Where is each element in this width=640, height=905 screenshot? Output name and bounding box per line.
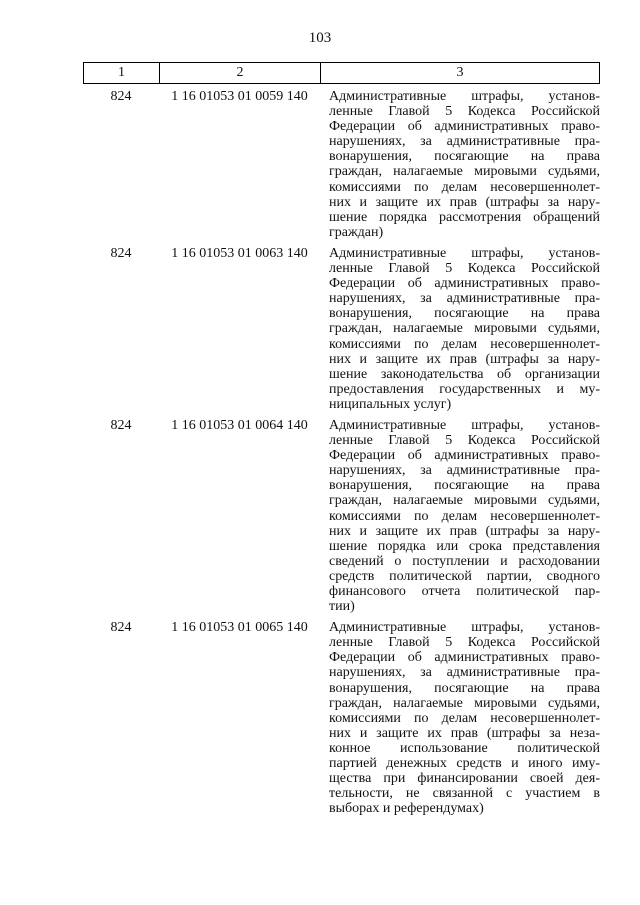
description-line: тии) — [329, 599, 355, 615]
revenue-description — [320, 89, 600, 240]
description-line: комиссиями по делам несовершеннолет- — [329, 710, 600, 726]
description-line: ленные Главой 5 Кодекса Российской — [329, 261, 600, 277]
description-line: граждан) — [329, 224, 384, 240]
description-line: тельности, не связанной с участием в — [329, 786, 600, 802]
description-line: нарушениях, за административные пра- — [329, 291, 600, 307]
admin-code: 824 — [110, 620, 132, 636]
description-line: вонарушения, посягающие на права — [329, 680, 600, 696]
description-line: финансового отчета политической пар- — [329, 584, 600, 599]
budget-classification-code: 1 16 01053 01 0063 140 — [171, 245, 308, 261]
description-line: ленные Главой 5 Кодекса Российской — [329, 433, 600, 449]
description-line: Федерации об административных право- — [329, 448, 600, 464]
admin-code: 824 — [110, 89, 132, 104]
description-line: них и защите их прав (штрафы за нару- — [329, 523, 600, 539]
description-line: вонарушения, посягающие на права — [329, 306, 600, 322]
budget-classification-code: 1 16 01053 01 0064 140 — [171, 417, 308, 433]
description-line: Административные штрафы, установ- — [329, 417, 600, 433]
revenue-description — [320, 418, 600, 614]
admin-code: 824 — [110, 417, 132, 433]
description-line: граждан, налагаемые мировыми судьями, — [329, 321, 600, 337]
description-line: нарушениях, за административные пра- — [329, 665, 600, 681]
table-row — [83, 418, 600, 614]
admin-code: 824 — [110, 245, 132, 261]
budget-classification-code: 1 16 01053 01 0065 140 — [171, 620, 308, 636]
revenue-description — [320, 246, 600, 412]
description-line: комиссиями по делам несовершеннолет- — [329, 508, 600, 524]
description-line: щества при финансировании своей дея- — [329, 771, 600, 787]
description-line: граждан, налагаемые мировыми судьями, — [329, 695, 600, 711]
column-header-1: 1 — [84, 63, 160, 83]
table-row — [83, 89, 600, 240]
description-line: вонарушения, посягающие на права — [329, 478, 600, 494]
description-line: конное использование политической — [329, 740, 600, 756]
table-row — [83, 246, 600, 412]
table-body — [83, 89, 600, 822]
revenue-description — [320, 620, 600, 816]
description-line: партией денежных средств и иного иму- — [329, 756, 600, 772]
description-line: нарушениях, за административные пра- — [329, 134, 600, 150]
description-line: Административные штрафы, установ- — [329, 89, 600, 104]
description-line: ленные Главой 5 Кодекса Российской — [329, 635, 600, 651]
description-line: них и защите их прав (штрафы за нару- — [329, 194, 600, 210]
description-line: шение порядка или срока представления — [329, 538, 600, 554]
budget-classification-code: 1 16 01053 01 0059 140 — [171, 89, 308, 104]
description-line: Федерации об административных право- — [329, 276, 600, 292]
table-row — [83, 620, 600, 816]
description-line: предоставления государственных и му- — [329, 381, 600, 397]
description-line: Административные штрафы, установ- — [329, 245, 600, 261]
description-line: шение порядка рассмотрения обращений — [329, 209, 600, 225]
description-line: них и защите их прав (штрафы за неза- — [329, 725, 600, 741]
description-line: комиссиями по делам несовершеннолет- — [329, 179, 600, 195]
description-line: средств политической партии, сводного — [329, 568, 600, 584]
description-line: Федерации об административных право- — [329, 119, 600, 135]
description-line: нарушениях, за административные пра- — [329, 463, 600, 479]
description-line: шение законодательства об организации — [329, 366, 600, 382]
description-line: комиссиями по делам несовершеннолет- — [329, 336, 600, 352]
description-line: сведений о поступлении и расходовании — [329, 553, 600, 569]
table-header — [83, 62, 600, 84]
column-header-2: 2 — [160, 63, 321, 83]
page-number: 103 — [308, 30, 332, 46]
description-line: Федерации об административных право- — [329, 650, 600, 666]
description-line: ленные Главой 5 Кодекса Российской — [329, 104, 600, 120]
description-line: них и защите их прав (штрафы за нару- — [329, 351, 600, 367]
description-line: граждан, налагаемые мировыми судьями, — [329, 493, 600, 509]
description-line: выборах и референдумах) — [329, 801, 484, 817]
description-line: Административные штрафы, установ- — [329, 620, 600, 636]
column-header-3: 3 — [456, 65, 464, 80]
description-line: граждан, налагаемые мировыми судьями, — [329, 164, 600, 180]
description-line: ниципальных услуг) — [329, 396, 452, 412]
description-line: вонарушения, посягающие на права — [329, 149, 600, 165]
